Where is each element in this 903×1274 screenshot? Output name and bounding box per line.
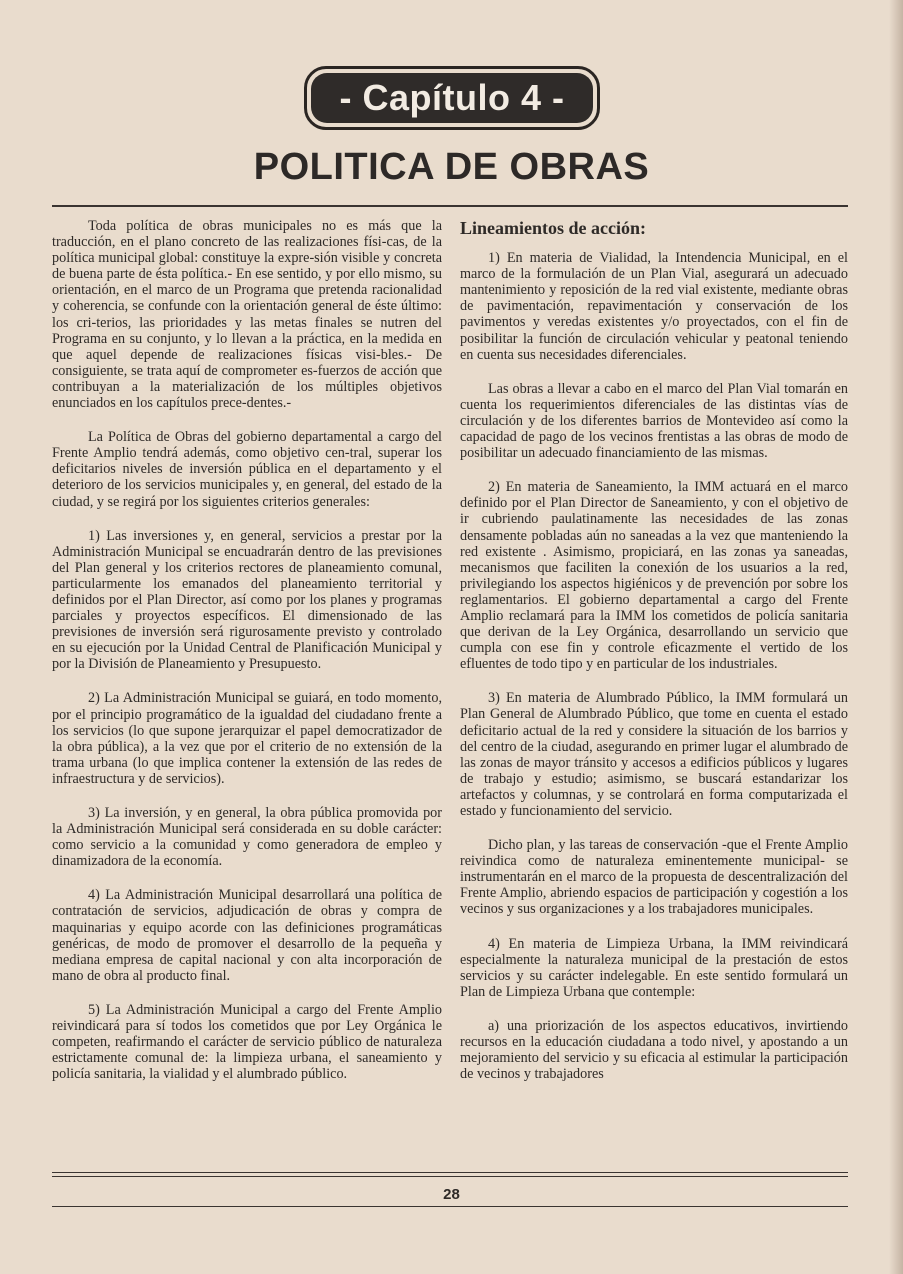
criterion-3-paragraph: 3) La inversión, y en general, la obra pública promovida por la Administración Municipal será considerada en su doble carácter: como servicio a la comunidad y como generadora de empleo y dinamizadora de la economía. <box>52 805 442 870</box>
criterion-4-paragraph: 4) La Administración Municipal desarrollará una política de contratación de servicios, adjudicación de obras y compra de maquinarias y equipo acorde con las definiciones programáticas genéricas, de modo de promover el desarrollo de la pequeña y mediana empresa de capital nacional y con alta incorporación de mano de obra al producto final. <box>52 887 442 984</box>
criterion-2-paragraph: 2) La Administración Municipal se guiará, en todo momento, por el principio programático de la igualdad del ciudadano frente a los servicios (lo que supone jerarquizar el papel democratizador de la obra pública), a la vez que por el criterio de no extensión de la trama urbana (lo que implica contener la extensión de las redes de infraestructura y de servicios). <box>52 690 442 787</box>
plan-vial-paragraph: Las obras a llevar a cabo en el marco del Plan Vial tomarán en cuenta los requerimientos diferenciales de las distintas vías de circulación y de los diferentes barrios de Montevideo así como la capacidad de pago de los vecinos frentistas a las obras de modo de posibilitar un adecuado financiamiento de las mismas. <box>460 380 848 462</box>
intro-paragraph: Toda política de obras municipales no es más que la traducción, en el plano concreto de las realizaciones físi-cas, de la política municipal global: constituye la expre-sión visible y concreta de buena parte de ésta política.- En ese sentido, y por ello mismo, su orientación, en el marco de un Programa que pretenda racionalidad y coherencia, se confunde con la orientación general de éste último: los cri-terios, las prioridades y las metas finales se nutren del Programa en su conjunto, y lo llevan a la práctica, en la medida en que aquel depende de realizaciones físicas visi-bles.- De consiguiente, se trata aquí de comprometer es-fuerzos de acción que contribuyan a la materialización de los múltiples objetivos enunciados en los capítulos prece-dentes.- <box>52 218 442 412</box>
limpieza-paragraph: 4) En materia de Limpieza Urbana, la IMM reivindicará especialmente la naturaleza municipal de la prestación de estos servicios y su carácter indelegable. En este sentido formulará un Plan de Limpieza Urbana que contemple: <box>460 935 848 1000</box>
criterion-1-paragraph: 1) Las inversiones y, en general, servicios a prestar por la Administración Municipal se encuadrarán dentro de las previsiones del Plan general y los criterios rectores de planeamiento comunal, particularmente los emanados del planeamiento territorial y definidos por el Plan Director, así como por los planes y programas parciales y proyectos específicos. El dimensionado de las previsiones de inversión será rigurosamente previsto y controlado en su ejecución por la Unidad Central de Planificación Municipal y por la División de Planeamiento y Presupuesto. <box>52 527 442 673</box>
section-heading: Lineamientos de acción: <box>460 218 646 238</box>
saneamiento-paragraph: 2) En materia de Saneamiento, la IMM actuará en el marco definido por el Plan Director de Saneamiento, y con el objetivo de ir cubriendo paulatinamente las necesidades de las zonas densamente pobladas aún no saneadas a la vez que manteniendo la red existente . Asimismo, propiciará, en las zonas ya saneadas, mecanismos que faciliten la conexión de los usuarios a la red, privilegiando los aspectos higiénicos y de prevención por sobre los reglamentarios. El gobierno departamental a cargo del Frente Amplio reclamará para la IMM los cometidos de policía sanitaria que derivan de la Ley Orgánica, desarrollando un servicio que cumpla con ese fin y controle eficazmente el vertido de los efluentes de todo tipo y en particular de los industriales. <box>460 479 848 673</box>
page-edge-shadow <box>889 0 903 1274</box>
criterion-5-paragraph: 5) La Administración Municipal a cargo del Frente Amplio reivindicará para sí todos los cometidos que por Ley Orgánica le competen, reafirmando el carácter de servicio público de naturaleza estrictamente comunal de: la limpieza urbana, el saneamiento y policía sanitaria, la vialidad y el alumbrado público. <box>52 1001 442 1083</box>
alumbrado-paragraph: 3) En materia de Alumbrado Público, la IMM formulará un Plan General de Alumbrado Público, que tome en cuenta el estado deficitario actual de la red y considere la situación de los barrios y del centro de la ciudad, asegurando en primer lugar el alumbrado de las zonas de mayor tránsito y accesos a edificios públicos y lugares de trabajo y estudio; asimismo, se buscará estandarizar los artefactos y columnas, y se controlará en forma computarizada el estado y funcionamiento del servicio. <box>460 690 848 819</box>
chapter-label: - Capítulo 4 - <box>311 73 593 123</box>
page-number: 28 <box>443 1186 460 1203</box>
footer-divider <box>52 1172 848 1180</box>
vialidad-paragraph: 1) En materia de Vialidad, la Intendencia Municipal, en el marco de la formulación de un Plan Vial, asegurará un adecuado mantenimiento y reposición de la red vial existente, mediante obras de pavimentación, repavimentación y conservación de los pavimentos y veredas existentes y/o proyectados, con el fin de posibilitar la función de circulación vehicular y peatonal teniendo en cuenta sus necesidades diferenciales. <box>460 250 848 363</box>
objective-paragraph: La Política de Obras del gobierno departamental a cargo del Frente Amplio tendrá además, como objetivo cen-tral, superar los deficitarios niveles de inversión pública en el departamento y el deterioro de los servicios municipales y, en general, del estado de la ciudad, y se regirá por los siguientes criterios generales: <box>52 429 442 510</box>
right-column <box>460 218 848 1100</box>
footer-rule-2 <box>52 1176 848 1180</box>
left-column <box>52 218 442 1100</box>
limpieza-item-a-paragraph: a) una priorización de los aspectos educativos, invirtiendo recursos en la educación ciudadana a todo nivel, y apostando a un mejoramiento del servicio y su eficacia al estimular la participación de vecinos y trabajadores <box>460 1017 848 1083</box>
chapter-badge <box>304 66 600 130</box>
plan-conservacion-paragraph: Dicho plan, y las tareas de conservación -que el Frente Amplio reivindica como de naturaleza eminentemente municipal- se instrumentarán en el marco de la propuesta de descentralización del Frente Amplio, abriendo espacios de participación y cogestión a los vecinos y sus organizaciones y a los trabajadores municipales. <box>460 837 848 918</box>
footer-rule-3 <box>52 1206 848 1207</box>
page-title: POLITICA DE OBRAS <box>253 146 650 188</box>
title-divider <box>52 205 848 207</box>
